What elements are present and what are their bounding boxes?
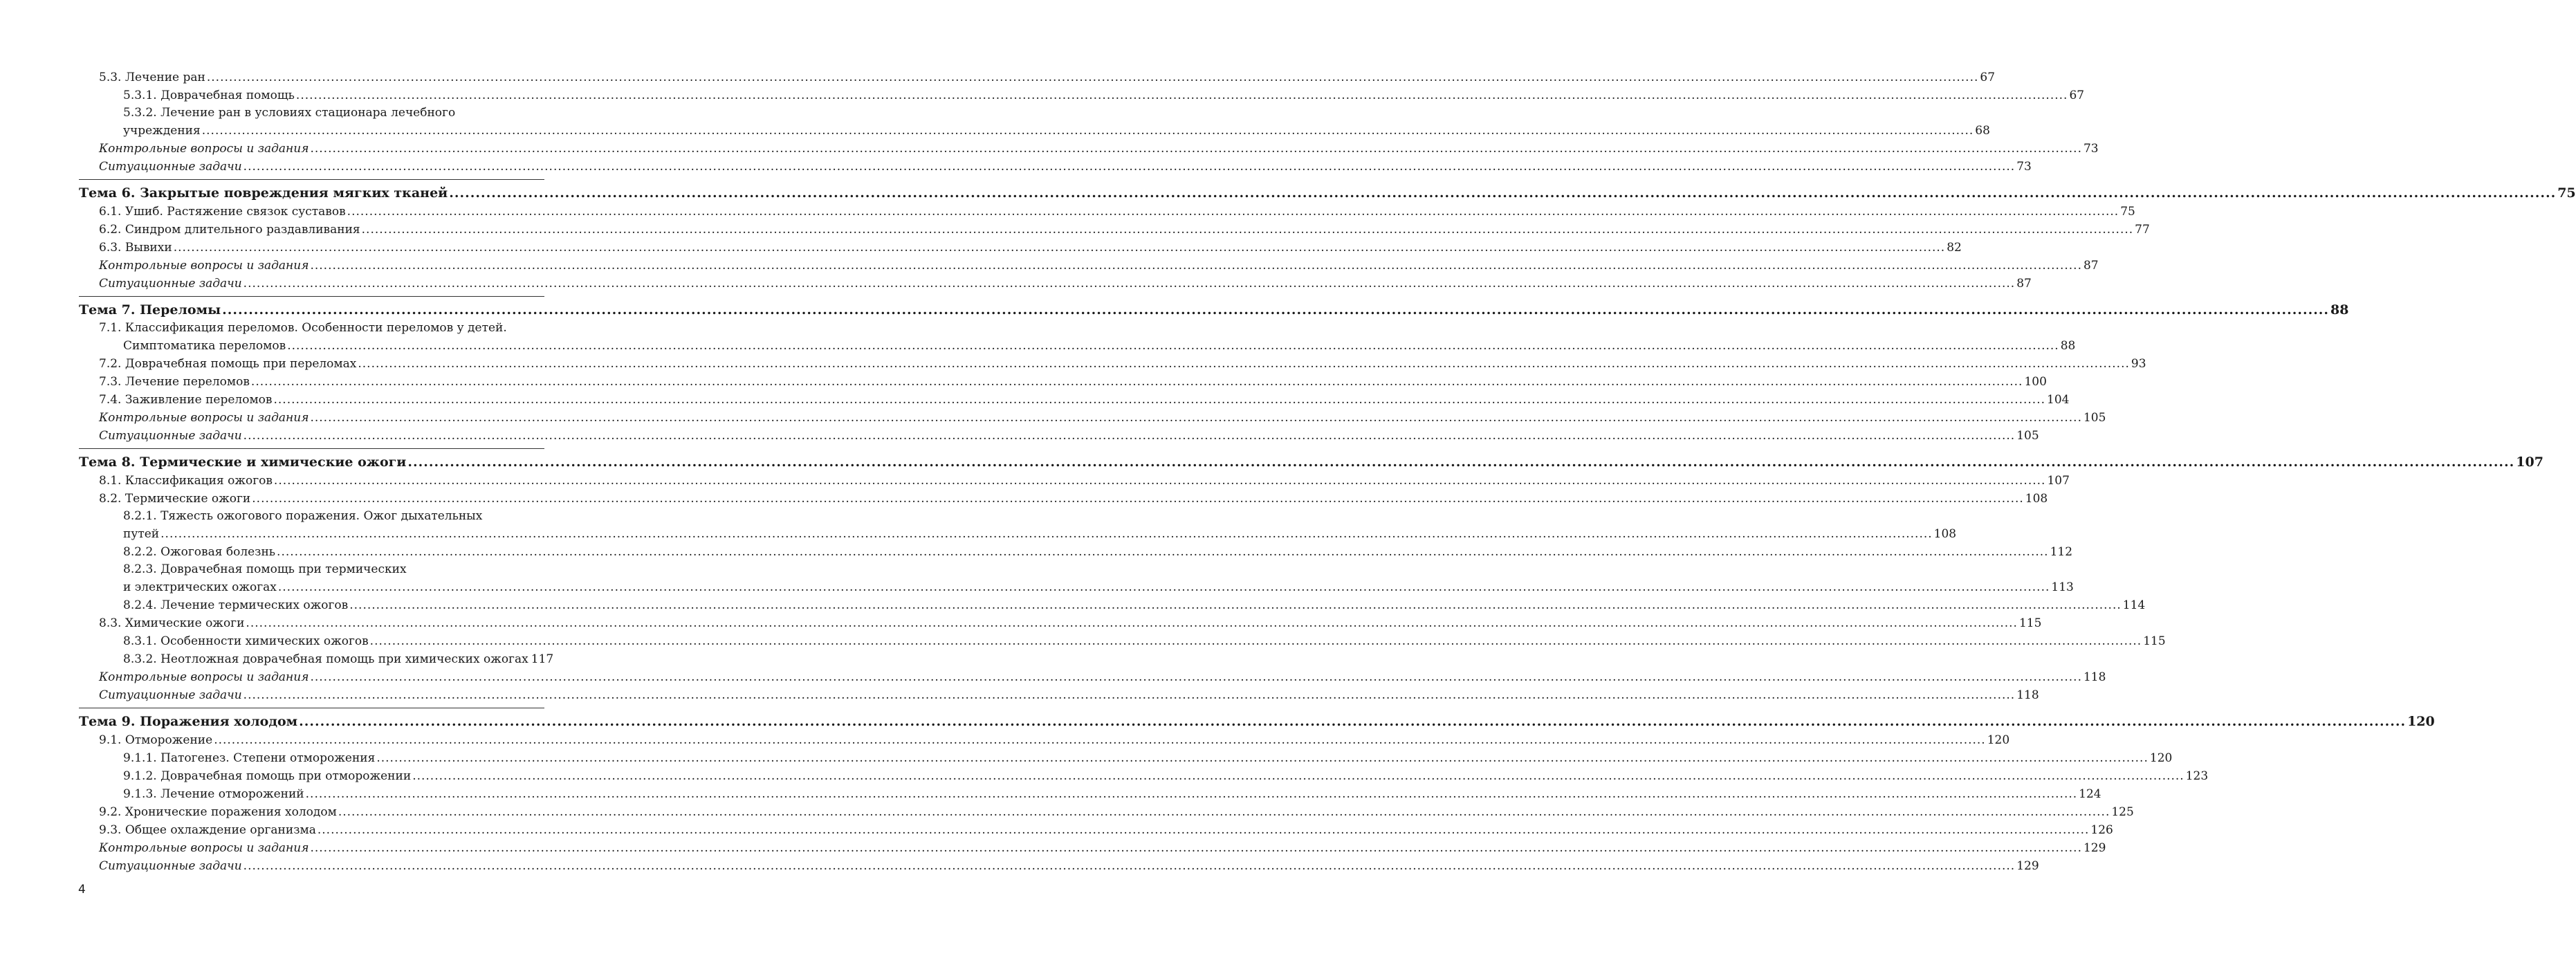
- toc-entry-title: 8.3. Химические ожоги: [99, 616, 245, 630]
- toc-entry-title: Ситуационные задачи: [99, 688, 242, 702]
- toc-entry: [79, 409, 2106, 427]
- toc-page-number: 75: [2120, 205, 2135, 219]
- toc-page-number: 126: [2090, 823, 2113, 837]
- toc-entry-title: 7.3. Лечение переломов: [99, 375, 250, 389]
- toc-entry: [79, 221, 2150, 239]
- toc-page-number: 118: [2016, 688, 2039, 702]
- toc-entry: [79, 668, 2106, 686]
- toc-page-number: 77: [2135, 223, 2150, 237]
- toc-entry-title: и электрических ожогах: [123, 580, 277, 594]
- dot-leader: ................................................................................................................................................................................................................................................................................................................................................................................................................: [173, 241, 1946, 255]
- toc-entry-title: путей: [123, 527, 160, 541]
- dot-leader: ................................................................................................................................................................................................................................................................................................................................................................................................................: [349, 598, 2122, 612]
- dot-leader: ................................................................................................................................................................................................................................................................................................................................................................................................................: [407, 454, 2515, 470]
- dot-leader: ................................................................................................................................................................................................................................................................................................................................................................................................................: [358, 357, 2130, 371]
- dot-leader: ................................................................................................................................................................................................................................................................................................................................................................................................................: [273, 393, 2046, 407]
- dot-leader: ................................................................................................................................................................................................................................................................................................................................................................................................................: [299, 714, 2407, 729]
- toc-entry-first-line: 5.3.2. Лечение ран в условиях стационара лечебного: [123, 106, 456, 120]
- dot-leader: ................................................................................................................................................................................................................................................................................................................................................................................................................: [369, 634, 2142, 648]
- toc-entry-title: 7.2. Доврачебная помощь при переломах: [99, 357, 357, 371]
- toc-entry: [79, 578, 2074, 596]
- toc-page-number: 117: [531, 652, 554, 666]
- toc-entry: [79, 355, 2146, 373]
- toc-entry-title: Симптоматика переломов: [123, 339, 286, 353]
- dot-leader: ................................................................................................................................................................................................................................................................................................................................................................................................................: [201, 124, 1974, 138]
- dot-leader: ................................................................................................................................................................................................................................................................................................................................................................................................................: [252, 492, 2024, 506]
- dot-leader: ................................................................................................................................................................................................................................................................................................................................................................................................................: [361, 223, 2134, 237]
- toc-heading: [79, 448, 2543, 472]
- toc-entry: [79, 785, 2101, 803]
- dot-leader: ................................................................................................................................................................................................................................................................................................................................................................................................................: [412, 769, 2184, 783]
- dot-leader: ................................................................................................................................................................................................................................................................................................................................................................................................................: [310, 259, 2082, 273]
- dot-leader: ................................................................................................................................................................................................................................................................................................................................................................................................................: [310, 142, 2082, 156]
- toc-page-number: 120: [2407, 714, 2435, 729]
- toc-page-number: 115: [2143, 634, 2166, 648]
- toc-heading: [79, 296, 2349, 320]
- toc-entry: [79, 767, 2209, 785]
- toc-entry-title: Тема 8. Термические и химические ожоги: [79, 454, 407, 470]
- toc-entry: [79, 596, 2146, 614]
- toc-entry-title: 9.1. Отморожение: [99, 733, 213, 747]
- toc-page-number: 115: [2018, 616, 2042, 630]
- dot-leader: ................................................................................................................................................................................................................................................................................................................................................................................................................: [376, 751, 2149, 765]
- dot-leader: ................................................................................................................................................................................................................................................................................................................................................................................................................: [273, 474, 2046, 488]
- toc-entry: [79, 731, 2010, 749]
- dot-leader: ................................................................................................................................................................................................................................................................................................................................................................................................................: [317, 823, 2090, 837]
- toc-page-number: 105: [2016, 429, 2039, 443]
- toc-page-number: 73: [2083, 142, 2099, 156]
- dot-leader: ................................................................................................................................................................................................................................................................................................................................................................................................................: [243, 688, 2016, 702]
- dot-leader: ................................................................................................................................................................................................................................................................................................................................................................................................................: [305, 787, 2078, 801]
- dot-leader: ................................................................................................................................................................................................................................................................................................................................................................................................................: [277, 545, 2049, 559]
- dot-leader: ................................................................................................................................................................................................................................................................................................................................................................................................................: [310, 411, 2082, 425]
- toc-entry: [79, 839, 2106, 857]
- toc-entry-title: 6.3. Вывихи: [99, 241, 172, 255]
- dot-leader: ................................................................................................................................................................................................................................................................................................................................................................................................................: [310, 841, 2082, 855]
- toc-entry: [79, 543, 2073, 561]
- toc-entry-first-line: 7.1. Классификация переломов. Особенности переломов у детей.: [99, 321, 507, 335]
- toc-entry-title: 8.2. Термические ожоги: [99, 492, 251, 506]
- toc-page-number: 73: [2016, 160, 2032, 174]
- toc-entry-title: 9.3. Общее охлаждение организма: [99, 823, 316, 837]
- toc-page-number: 67: [1980, 71, 1996, 84]
- toc-entry-first-line: 8.2.3. Доврачебная помощь при термических: [123, 562, 407, 576]
- toc-entry-title: 8.3.2. Неотложная доврачебная помощь при химических ожогах: [123, 652, 528, 666]
- toc-page-number: 120: [1987, 733, 2010, 747]
- toc-entry: [79, 803, 2134, 821]
- toc-entry-title: 8.2.2. Ожоговая болезнь: [123, 545, 276, 559]
- dot-leader: ................................................................................................................................................................................................................................................................................................................................................................................................................: [250, 375, 2023, 389]
- toc-entry: [79, 337, 2076, 355]
- toc-entry-title: Контрольные вопросы и задания: [99, 142, 309, 156]
- toc-entry-title: 6.1. Ушиб. Растяжение связок суставов: [99, 205, 346, 219]
- dot-leader: ................................................................................................................................................................................................................................................................................................................................................................................................................: [338, 805, 2110, 819]
- table-of-contents: [79, 68, 2576, 875]
- dot-leader: ................................................................................................................................................................................................................................................................................................................................................................................................................: [347, 205, 2119, 219]
- toc-entry-title: Контрольные вопросы и задания: [99, 411, 309, 425]
- toc-page-number: 100: [2024, 375, 2047, 389]
- toc-entry: [79, 427, 2039, 445]
- toc-entry-title: Ситуационные задачи: [99, 277, 242, 291]
- toc-entry: [79, 391, 2070, 409]
- toc-entry-title: 9.1.1. Патогенез. Степени отморожения: [123, 751, 376, 765]
- toc-entry: [79, 257, 2099, 275]
- toc-page-number: 88: [2330, 302, 2349, 318]
- toc-entry: [79, 650, 554, 668]
- toc-entry: [79, 490, 2048, 508]
- toc-entry-title: Тема 9. Поражения холодом: [79, 714, 298, 729]
- toc-entry: [79, 68, 1996, 86]
- toc-entry: [79, 686, 2039, 704]
- toc-entry-title: Ситуационные задачи: [99, 859, 242, 873]
- toc-entry-title: 9.2. Хронические поражения холодом: [99, 805, 337, 819]
- toc-page-number: 129: [2016, 859, 2039, 873]
- dot-leader: ................................................................................................................................................................................................................................................................................................................................................................................................................: [160, 527, 1933, 541]
- toc-page-number: 129: [2083, 841, 2106, 855]
- toc-page-number: 75: [2557, 185, 2576, 201]
- toc-page-number: 107: [2047, 474, 2070, 488]
- toc-entry-title: 5.3.1. Доврачебная помощь: [123, 89, 295, 102]
- toc-page-number: 67: [2069, 89, 2085, 102]
- toc-entry-title: Контрольные вопросы и задания: [99, 670, 309, 684]
- toc-page-number: 108: [2025, 492, 2048, 506]
- toc-entry-title: Тема 7. Переломы: [79, 302, 221, 318]
- toc-entry: [79, 525, 1957, 543]
- toc-page-number: 123: [2185, 769, 2209, 783]
- dot-leader: ................................................................................................................................................................................................................................................................................................................................................................................................................: [243, 277, 2016, 291]
- toc-page-number: 93: [2131, 357, 2146, 371]
- dot-leader: ................................................................................................................................................................................................................................................................................................................................................................................................................: [310, 670, 2082, 684]
- toc-entry: [79, 140, 2099, 158]
- toc-entry-title: Ситуационные задачи: [99, 160, 242, 174]
- toc-page-number: 104: [2047, 393, 2070, 407]
- toc-entry-title: учреждения: [123, 124, 201, 138]
- dot-leader: ................................................................................................................................................................................................................................................................................................................................................................................................................: [243, 429, 2016, 443]
- dot-leader: ................................................................................................................................................................................................................................................................................................................................................................................................................: [222, 302, 2330, 318]
- toc-entry: [79, 373, 2047, 391]
- toc-entry: [79, 86, 2085, 104]
- toc-entry-title: 7.4. Заживление переломов: [99, 393, 273, 407]
- toc-entry-title: 9.1.2. Доврачебная помощь при отморожении: [123, 769, 412, 783]
- toc-entry-first-line: 8.2.1. Тяжесть ожогового поражения. Ожог дыхательных: [123, 509, 483, 523]
- toc-page-number: 87: [2016, 277, 2032, 291]
- toc-entry: [79, 472, 2070, 490]
- dot-leader: ................................................................................................................................................................................................................................................................................................................................................................................................................: [243, 859, 2016, 873]
- toc-entry-title: 5.3. Лечение ран: [99, 71, 205, 84]
- dot-leader: ................................................................................................................................................................................................................................................................................................................................................................................................................: [214, 733, 1986, 747]
- toc-page-number: 112: [2050, 545, 2073, 559]
- toc-entry: [79, 821, 2113, 839]
- dot-leader: ................................................................................................................................................................................................................................................................................................................................................................................................................: [449, 185, 2557, 201]
- toc-entry-title: 6.2. Синдром длительного раздавливания: [99, 223, 360, 237]
- toc-entry: [79, 632, 2166, 650]
- toc-entry: [79, 614, 2042, 632]
- toc-page-number: 108: [1933, 527, 1957, 541]
- toc-page-number: 118: [2083, 670, 2106, 684]
- toc-page-number: 105: [2083, 411, 2106, 425]
- toc-entry: [79, 749, 2173, 767]
- toc-entry: [79, 203, 2135, 221]
- toc-entry-title: 8.2.4. Лечение термических ожогов: [123, 598, 349, 612]
- toc-heading: [79, 708, 2435, 731]
- toc-page-number: 82: [1947, 241, 1962, 255]
- toc-entry-title: Контрольные вопросы и задания: [99, 259, 309, 273]
- toc-entry-title: 8.3.1. Особенности химических ожогов: [123, 634, 369, 648]
- dot-leader: ................................................................................................................................................................................................................................................................................................................................................................................................................: [295, 89, 2068, 102]
- toc-page-number: 114: [2122, 598, 2146, 612]
- toc-heading: [79, 179, 2576, 203]
- toc-page-number: 68: [1975, 124, 1990, 138]
- toc-entry: [79, 857, 2039, 875]
- toc-entry-title: 8.1. Классификация ожогов: [99, 474, 273, 488]
- dot-leader: ................................................................................................................................................................................................................................................................................................................................................................................................................: [206, 71, 1979, 84]
- toc-page-number: 125: [2111, 805, 2134, 819]
- toc-page-number: 120: [2149, 751, 2173, 765]
- dot-leader: ................................................................................................................................................................................................................................................................................................................................................................................................................: [246, 616, 2018, 630]
- toc-page-number: 124: [2079, 787, 2101, 801]
- page-number: 4: [78, 883, 86, 897]
- dot-leader: ................................................................................................................................................................................................................................................................................................................................................................................................................: [243, 160, 2016, 174]
- toc-page-number: 107: [2516, 454, 2543, 470]
- toc-entry: [79, 158, 2032, 176]
- toc-entry-title: Тема 6. Закрытые повреждения мягких тканей: [79, 185, 448, 201]
- toc-entry-title: Контрольные вопросы и задания: [99, 841, 309, 855]
- toc-page-number: 113: [2051, 580, 2074, 594]
- toc-entry-title: Ситуационные задачи: [99, 429, 242, 443]
- toc-entry: [79, 122, 1990, 140]
- dot-leader: ................................................................................................................................................................................................................................................................................................................................................................................................................: [287, 339, 2059, 353]
- toc-entry: [79, 239, 1962, 257]
- toc-page-number: 88: [2060, 339, 2076, 353]
- toc-entry-title: 9.1.3. Лечение отморожений: [123, 787, 304, 801]
- dot-leader: ................................................................................................................................................................................................................................................................................................................................................................................................................: [277, 580, 2050, 594]
- toc-page-number: 87: [2083, 259, 2099, 273]
- toc-entry: [79, 275, 2032, 293]
